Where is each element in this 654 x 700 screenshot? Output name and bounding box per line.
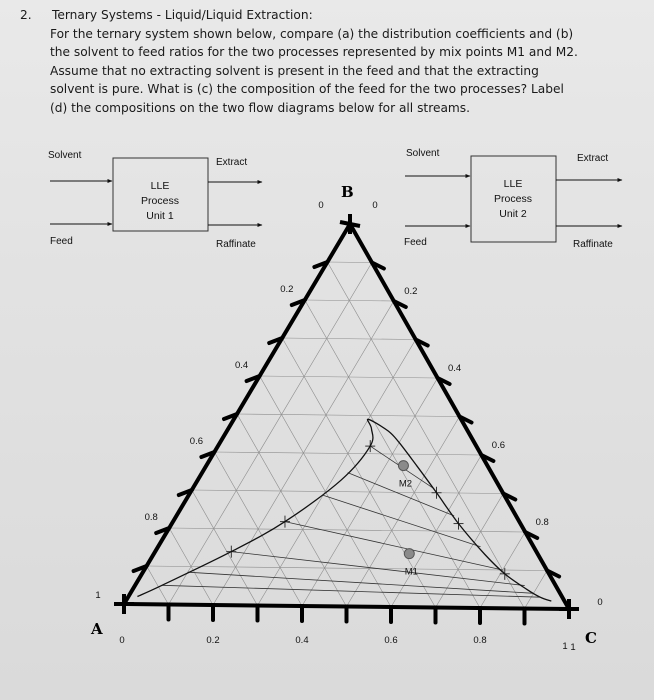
problem-line-5: (d) the compositions on the two flow diagrams below for all streams. [50, 101, 471, 115]
right-tick-label-4: 0.2 [404, 286, 418, 297]
ternary-diagram [90, 183, 603, 653]
corner-b-label: B [341, 183, 354, 201]
unit-2-solvent-label: Solvent [406, 148, 440, 159]
unit-1-raffinate-label: Raffinate [216, 239, 256, 250]
axis-tick-marks [114, 214, 579, 624]
problem-heading: Ternary Systems - Liquid/Liquid Extraction: [52, 8, 313, 22]
unit-1-box-line-3: Unit 1 [146, 210, 174, 222]
grid-line-a-6 [214, 452, 302, 606]
flow-diagram-unit-1 [48, 150, 262, 250]
grid-line-b-6 [260, 376, 438, 378]
unit-2-feed-label: Feed [404, 237, 427, 248]
base-tick-label-1: 0.2 [206, 635, 220, 646]
left-tick-label-3: 0.4 [234, 360, 249, 371]
right-tick-label-5: 0 [372, 200, 378, 211]
mix-point-m1 [404, 549, 414, 559]
flow-diagram-unit-2 [404, 148, 622, 250]
base-tick-label-4: 0.8 [473, 635, 487, 646]
unit-2-box-line-2: Process [494, 193, 532, 205]
triangle-frame [124, 224, 569, 609]
tie-line-1 [188, 572, 534, 593]
grid-line-b-5 [237, 414, 460, 417]
unit-1-box-line-2: Process [141, 195, 179, 207]
tie-lines [162, 440, 540, 597]
problem-line-2: the solvent to feed ratios for the two processes represented by mix points M1 and M2. [50, 45, 578, 60]
grid-line-c-3 [258, 340, 416, 606]
mix-point-label-m1: M1 [404, 566, 418, 578]
axis-tick-labels [95, 200, 602, 653]
left-tick-label-4: 0.2 [280, 284, 294, 295]
mix-point-label-m2: M2 [398, 478, 413, 490]
grid-line-b-7 [282, 338, 416, 340]
grid-line-a-4 [260, 376, 391, 607]
right-tick-label-0: 1 [570, 642, 576, 653]
left-tick-label-5: 0 [318, 200, 324, 211]
corner-c-label: C [585, 629, 597, 647]
unit-2-extract-label: Extract [577, 153, 609, 164]
tie-line-2 [231, 552, 524, 586]
grid-line-b-3 [192, 490, 504, 494]
unit-2-box-line-1: LLE [503, 178, 523, 190]
left-tick-label-1: 0.8 [144, 512, 158, 523]
grid-line-a-1 [327, 262, 524, 609]
mix-point-m2 [398, 461, 408, 471]
problem-line-1: For the ternary system shown below, compare (a) the distribution coefficients and (b) [50, 26, 574, 41]
unit-2-box-line-3: Unit 2 [499, 208, 527, 220]
problem-line-4: solvent is pure. What is (c) the composition of the feed for the two processes? Label [50, 82, 564, 97]
base-tick-label-5: 1 [562, 641, 568, 652]
grid-line-b-9 [327, 262, 372, 263]
base-tick-label-0: 0 [119, 635, 125, 646]
problem-number: 2. [20, 8, 32, 22]
corner-a-label: A [91, 620, 103, 638]
tie-line-3 [285, 522, 503, 570]
left-tick-label-0: 1 [95, 590, 101, 601]
right-tick-label-3: 0.4 [447, 363, 462, 374]
grid-line-b-4 [214, 452, 481, 455]
problem-line-3: Assume that no extracting solvent is present in the feed and that the extracting [50, 63, 539, 78]
unit-1-feed-label: Feed [50, 236, 73, 247]
unit-1-extract-label: Extract [216, 157, 248, 168]
grid-line-a-5 [237, 414, 347, 607]
mix-points [398, 461, 417, 578]
right-tick-label-2: 0.6 [491, 440, 506, 451]
left-tick-label-2: 0.6 [189, 436, 204, 447]
base-tick-label-3: 0.6 [384, 635, 398, 646]
grid-line-c-1 [169, 263, 372, 605]
right-corner-zero-label: 0 [597, 597, 603, 608]
base-tick-label-2: 0.4 [295, 635, 309, 646]
right-tick-label-1: 0.8 [535, 517, 549, 528]
unit-2-raffinate-label: Raffinate [573, 239, 613, 250]
unit-1-box-line-1: LLE [150, 180, 170, 192]
unit-1-solvent-label: Solvent [48, 150, 82, 161]
grid-line-c-7 [436, 494, 504, 608]
